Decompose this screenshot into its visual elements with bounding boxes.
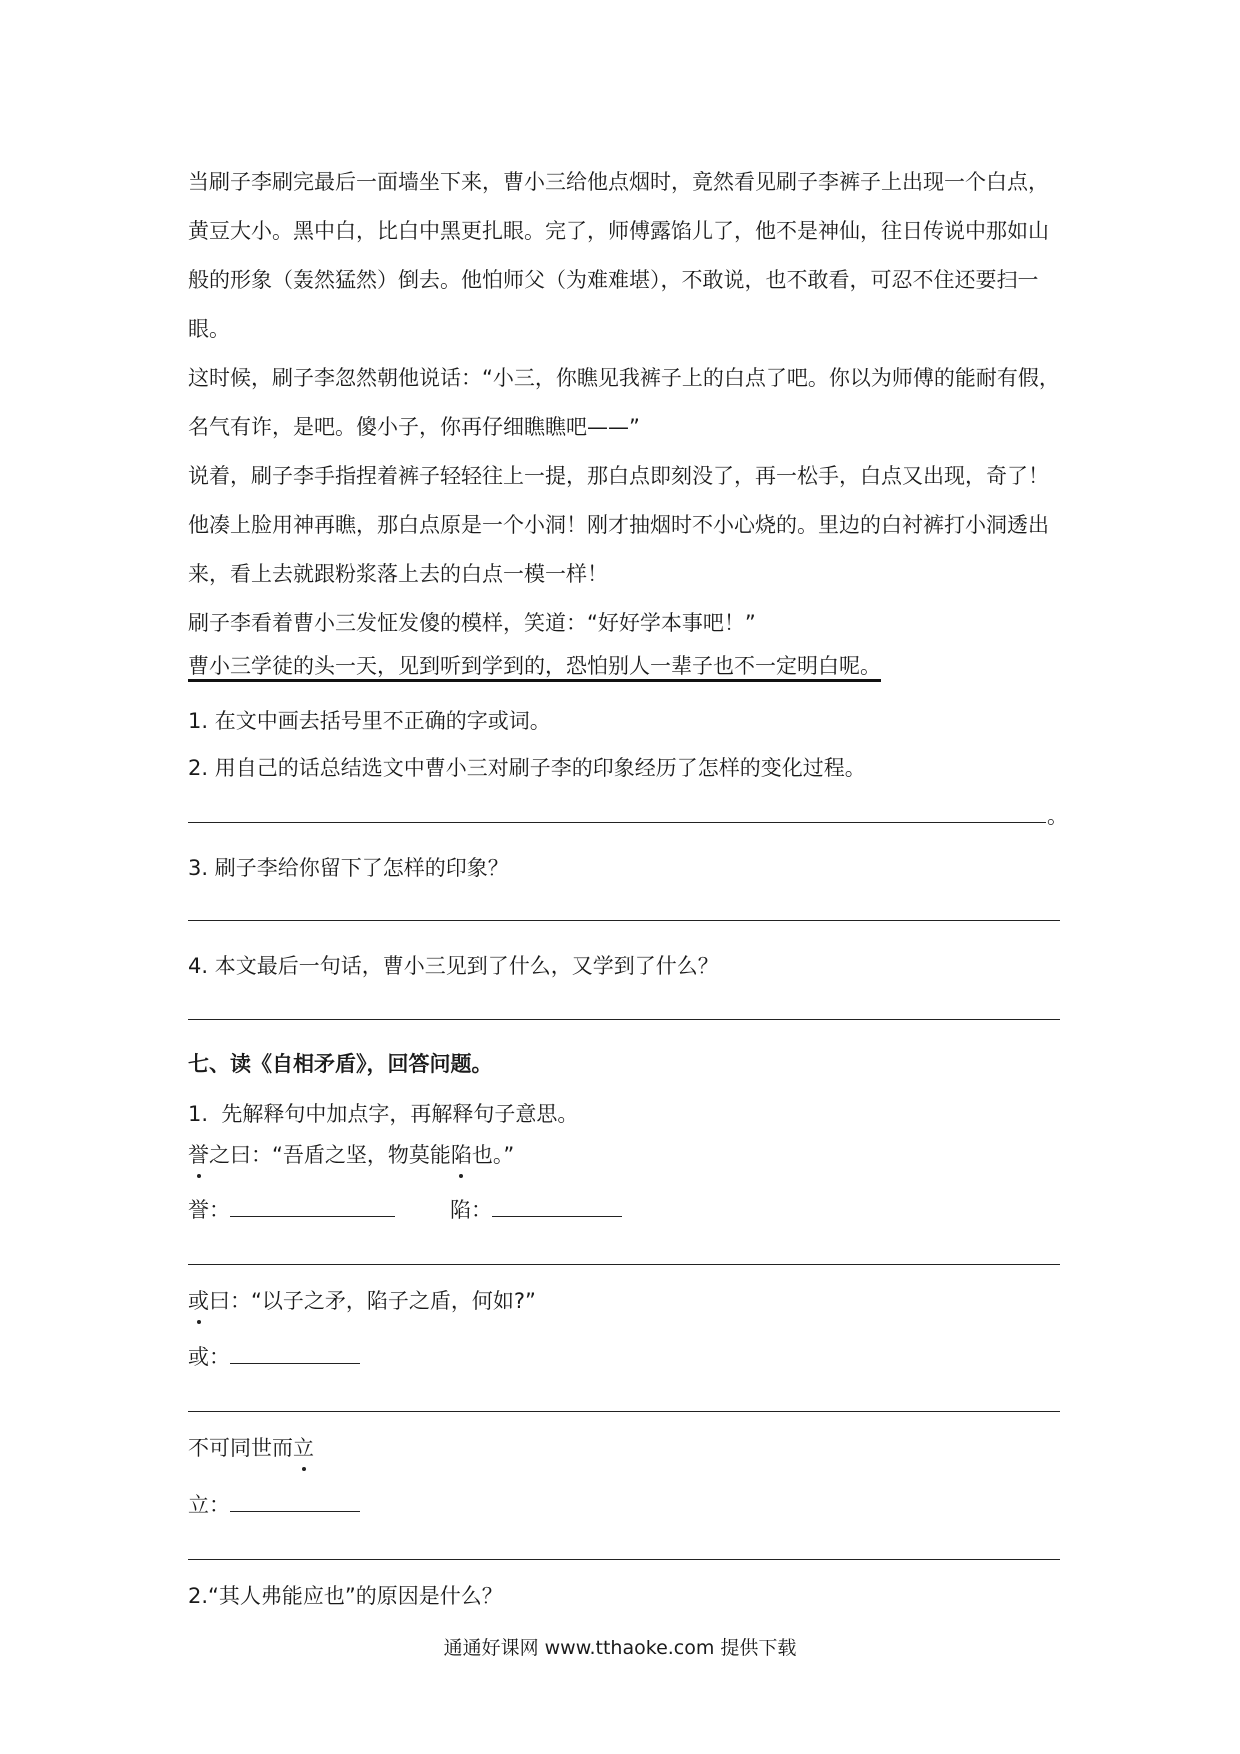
passage-paragraph-3: 说着，刷子李手指捏着裤子轻轻往上一提，那白点即刻没了，再一松手，白点又出现，奇了！他凑上脸用神再瞧，那白点原是一个小洞！刚才抽烟时不小心烧的。里边的白衬裤打小洞透出来，看上去就跟粉浆落上去的白点一模一样！: [188, 464, 1049, 586]
word-explain-row-1: [188, 1194, 622, 1224]
underlined-sentence: 曹小三学徒的头一天，见到听到学到的，恐怕别人一辈子也不一定明白呢。: [188, 654, 881, 682]
blank-xian[interactable]: [492, 1196, 622, 1217]
question-1: 1. 在文中画去括号里不正确的字或词。: [188, 709, 551, 733]
label-yu: 誉：: [188, 1198, 230, 1222]
section-7-question-1: 1. 先解释句中加点字，再解释句子意思。: [188, 1102, 579, 1126]
question-3: 3. 刷子李给你留下了怎样的印象？: [188, 856, 509, 880]
dotted-char-yu: 誉: [188, 1139, 209, 1169]
dotted-char-li: 立: [293, 1432, 314, 1462]
sentence-2-rest: 曰：“以子之矛，陷子之盾，何如?”: [209, 1289, 536, 1313]
answer-line-q2-period: 。: [1047, 804, 1068, 828]
blank-huo[interactable]: [230, 1343, 360, 1364]
answer-line-sentence-1[interactable]: [188, 1264, 1060, 1265]
blank-li[interactable]: [230, 1491, 360, 1512]
answer-line-sentence-3[interactable]: [188, 1559, 1060, 1560]
label-xian: 陷：: [450, 1198, 492, 1222]
sentence-1-part-1: 之曰：“吾盾之坚，物莫能: [209, 1143, 451, 1167]
question-4: 4. 本文最后一句话，曹小三见到了什么，又学到了什么？: [188, 954, 719, 978]
sentence-1-part-2: 也。”: [471, 1143, 515, 1167]
section-7-heading: 七、读《自相矛盾》，回答问题。: [188, 1052, 493, 1076]
passage-paragraph-1: 当刷子李刷完最后一面墙坐下来，曹小三给他点烟时，竟然看见刷子李裤子上出现一个白点，黄豆大小。黑中白，比白中黑更扎眼。完了，师傅露馅儿了，他不是神仙，往日传说中那如山般的形象（轰然猛然）倒去。他怕师父（为难难堪），不敢说，也不敢看，可忍不住还要扫一眼。: [188, 170, 1049, 341]
sentence-3-part: 不可同世而: [188, 1436, 293, 1460]
passage-last-sentence: [188, 650, 881, 680]
passage-paragraph-4: 刷子李看着曹小三发怔发傻的模样，笑道：“好好学本事吧！”: [188, 611, 756, 635]
classical-sentence-3: [188, 1432, 314, 1462]
label-li: 立：: [188, 1493, 230, 1517]
word-explain-row-2: [188, 1341, 360, 1371]
label-huo: 或：: [188, 1345, 230, 1369]
word-explain-row-3: [188, 1489, 360, 1519]
dotted-char-xian: 陷: [451, 1139, 472, 1169]
section-7-question-2: 2.“其人弗能应也”的原因是什么？: [188, 1584, 503, 1608]
dotted-char-huo: 或: [188, 1285, 209, 1315]
passage-paragraph-2: 这时候，刷子李忽然朝他说话：“小三，你瞧见我裤子上的白点了吧。你以为师傅的能耐有假，名气有诈，是吧。傻小子，你再仔细瞧瞧吧——”: [188, 366, 1060, 439]
classical-sentence-1: [188, 1139, 514, 1169]
answer-line-q4[interactable]: [188, 1019, 1060, 1020]
blank-yu[interactable]: [230, 1196, 395, 1217]
answer-line-q3[interactable]: [188, 920, 1060, 921]
answer-line-q2[interactable]: [188, 822, 1046, 823]
classical-sentence-2: [188, 1285, 536, 1315]
question-2: 2. 用自己的话总结选文中曹小三对刷子李的印象经历了怎样的变化过程。: [188, 756, 866, 780]
answer-line-sentence-2[interactable]: [188, 1411, 1060, 1412]
page-footer: 通通好课网 www.tthaoke.com 提供下载: [443, 1637, 797, 1659]
